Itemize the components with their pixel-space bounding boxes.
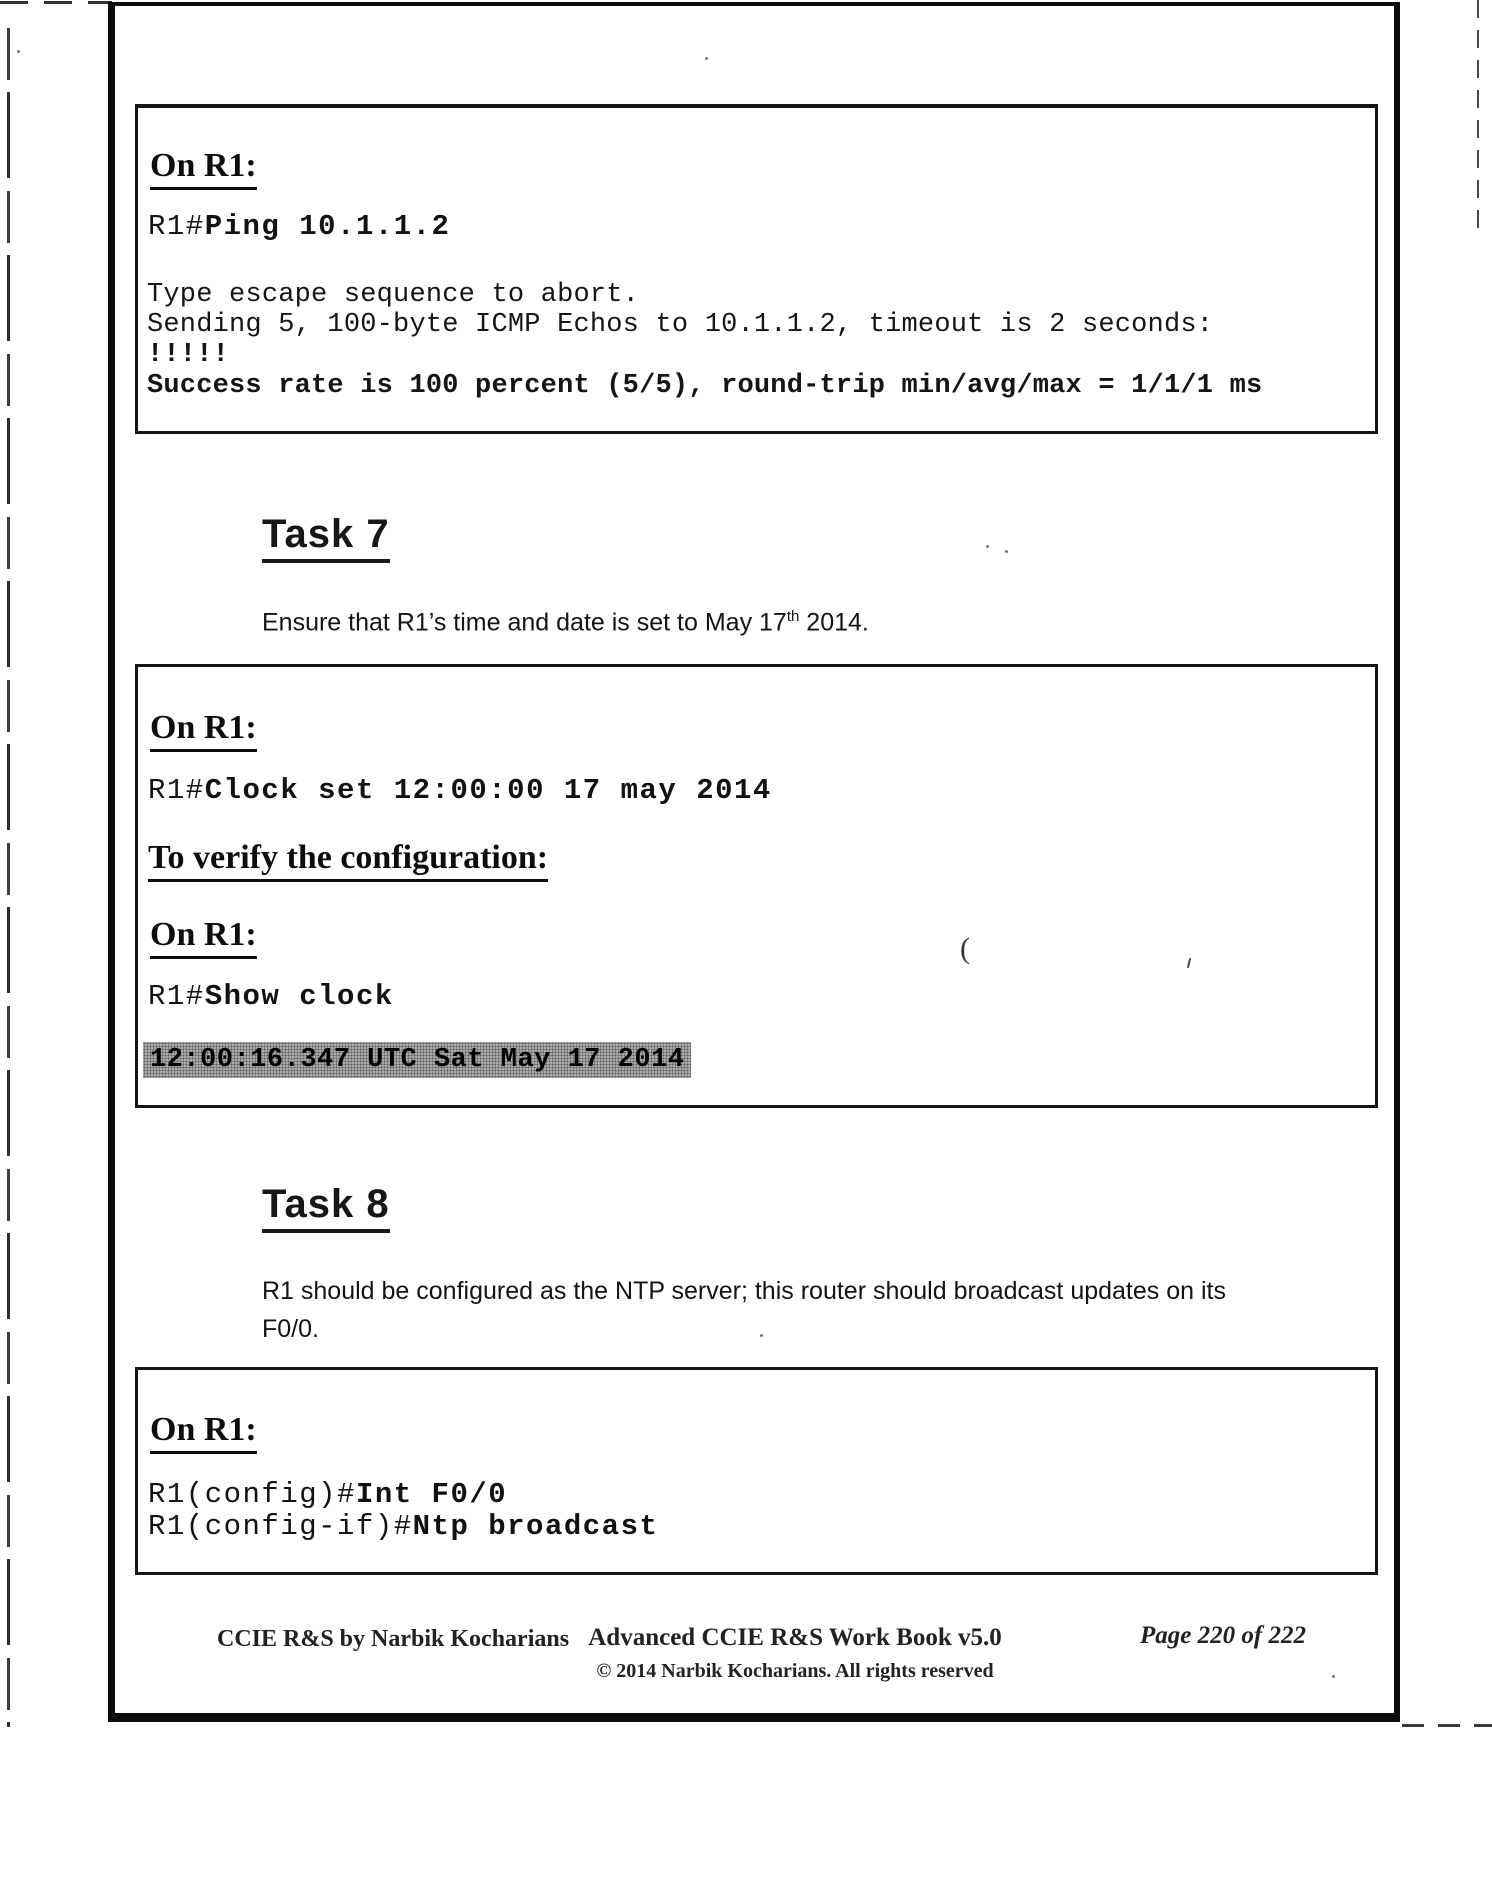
footer-author: CCIE R&S by Narbik Kocharians bbox=[217, 1626, 570, 1652]
on-r1-heading-4-text: On R1: bbox=[150, 1410, 257, 1454]
task-8-text-line-2: F0/0. bbox=[262, 1315, 319, 1343]
task-7-description bbox=[262, 598, 869, 641]
int-command-line bbox=[148, 1478, 507, 1512]
ntp-broadcast-command-line bbox=[148, 1510, 658, 1544]
on-r1-heading-2-text: On R1: bbox=[150, 708, 257, 752]
footer-book-title: Advanced CCIE R&S Work Book v5.0 bbox=[588, 1624, 1002, 1651]
clock-set-command: Clock set 12:00:00 17 may 2014 bbox=[204, 774, 772, 807]
task-8-heading bbox=[262, 1182, 390, 1233]
scan-stray-paren: ( bbox=[960, 932, 970, 965]
scan-speck bbox=[17, 50, 20, 53]
task-7-heading-text: Task 7 bbox=[262, 512, 390, 563]
ping-command: Ping 10.1.1.2 bbox=[204, 210, 451, 243]
ping-output-line-2: Sending 5, 100-byte ICMP Echos to 10.1.1.2, timeout is 2 seconds: bbox=[147, 310, 1214, 340]
task-7-heading bbox=[262, 512, 390, 563]
task-7-superscript: th bbox=[786, 608, 800, 625]
ping-success-line: Success rate is 100 percent (5/5), round-trip min/avg/max = 1/1/1 ms bbox=[147, 371, 1263, 401]
verify-heading bbox=[148, 838, 548, 882]
on-r1-heading-3-text: On R1: bbox=[150, 915, 257, 959]
show-clock-command: Show clock bbox=[204, 980, 394, 1013]
on-r1-heading-3 bbox=[150, 915, 257, 959]
task-7-text: Ensure that R1’s time and date is set to May 17 bbox=[262, 608, 787, 637]
ping-output-line-1: Type escape sequence to abort. bbox=[147, 280, 640, 310]
task-7-text-suffix: 2014. bbox=[799, 608, 869, 637]
prompt: R1# bbox=[148, 980, 205, 1013]
scan-artifact-left-line bbox=[7, 28, 10, 1727]
scan-artifact-bottom-dashes bbox=[1402, 1724, 1492, 1727]
footer-page-number: Page 220 of 222 bbox=[1140, 1622, 1306, 1649]
task-8-text-line-1: R1 should be configured as the NTP server; this router should broadcast updates on its bbox=[262, 1277, 1226, 1305]
show-clock-command-line bbox=[148, 980, 394, 1014]
prompt: R1(config)# bbox=[148, 1478, 356, 1511]
on-r1-heading-2 bbox=[150, 708, 257, 752]
footer-book-info bbox=[560, 1624, 1030, 1683]
on-r1-heading-1 bbox=[150, 146, 257, 190]
task-8-description bbox=[262, 1272, 1262, 1348]
clock-set-command-line bbox=[148, 774, 772, 808]
on-r1-heading-1-text: On R1: bbox=[150, 146, 257, 190]
clock-output-highlighted: 12:00:16.347 UTC Sat May 17 2014 bbox=[143, 1042, 691, 1078]
scan-artifact-top-dashes bbox=[0, 1, 112, 4]
footer-copyright: © 2014 Narbik Kocharians. All rights reserved bbox=[596, 1660, 994, 1682]
verify-heading-text: To verify the configuration: bbox=[148, 838, 548, 882]
int-command: Int F0/0 bbox=[355, 1478, 508, 1511]
prompt: R1# bbox=[148, 774, 205, 807]
ping-output-line-3: !!!!! bbox=[147, 340, 230, 370]
scan-artifact-right-dashes bbox=[1477, 0, 1479, 235]
ntp-broadcast-command: Ntp broadcast bbox=[412, 1510, 659, 1543]
on-r1-heading-4 bbox=[150, 1410, 257, 1454]
task-8-heading-text: Task 8 bbox=[262, 1182, 390, 1233]
prompt: R1# bbox=[148, 210, 205, 243]
prompt: R1(config-if)# bbox=[148, 1510, 413, 1543]
ping-command-line bbox=[148, 210, 450, 244]
